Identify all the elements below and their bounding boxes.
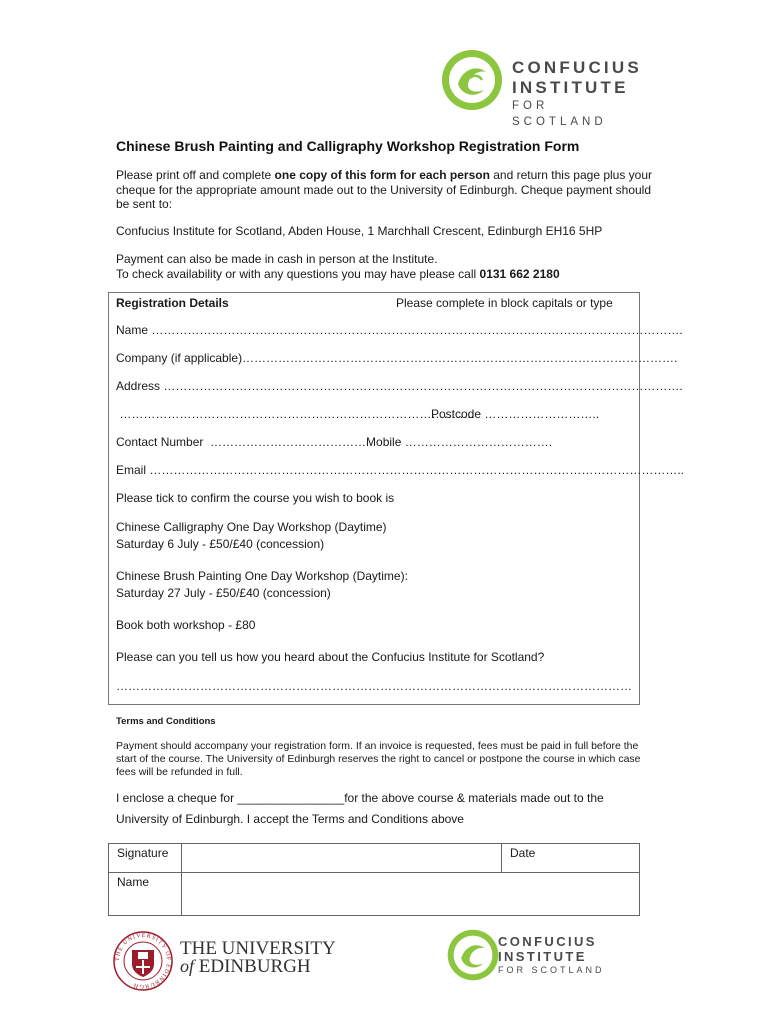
- heard-about-question: Please can you tell us how you heard about the Confucius Institute for Scotland?: [116, 650, 545, 664]
- postal-address: Confucius Institute for Scotland, Abden House, 1 Marchhall Crescent, Edinburgh EH16 5HP: [116, 224, 603, 238]
- tick-prompt: Please tick to confirm the course you wish to book is: [116, 491, 395, 505]
- cheque-statement: I enclose a cheque for ________________for the above course & materials made out to the University of Edinburgh. I accept the Terms and Conditions above: [116, 791, 604, 826]
- block-capitals-note: Please complete in block capitals or type: [396, 296, 613, 310]
- book-both-option[interactable]: Book both workshop - £80: [116, 618, 256, 632]
- ci-logo-line3: FOR SCOTLAND: [512, 100, 607, 128]
- uoe-line1: THE UNIVERSITY: [180, 938, 336, 959]
- address-field[interactable]: Address ………………………………………………………………………………………………………………….: [116, 379, 683, 393]
- intro-text-a: Please print off and complete: [116, 168, 275, 182]
- payment-info: [116, 252, 656, 281]
- phone-prompt: To check availability or with any questions you may have please call: [116, 266, 480, 281]
- uoe-line2: EDINBURGH: [198, 956, 311, 977]
- ci-footer-line2: INSTITUTE: [498, 949, 587, 964]
- ci-footer-line1: CONFUCIUS: [498, 934, 597, 949]
- page-title: Chinese Brush Painting and Calligraphy Workshop Registration Form: [116, 138, 580, 154]
- university-of-edinburgh-logo: [112, 930, 352, 994]
- signature-field[interactable]: [182, 844, 502, 873]
- date-field[interactable]: [502, 844, 640, 873]
- course-brush-painting-title[interactable]: Chinese Brush Painting One Day Workshop (Daytime):: [116, 569, 408, 583]
- ci-logo-line2: INSTITUTE: [512, 78, 629, 97]
- course-calligraphy-title[interactable]: Chinese Calligraphy One Day Workshop (Daytime): [116, 520, 387, 534]
- postcode-field[interactable]: Postcode ………………………..: [431, 407, 600, 421]
- ci-logo-line1: CONFUCIUS: [512, 58, 642, 77]
- date-label: Date: [510, 846, 536, 860]
- registration-heading: Registration Details: [116, 296, 229, 310]
- company-field[interactable]: Company (if applicable)……………………………………………………………………………………………….: [116, 351, 678, 365]
- intro-paragraph: [116, 168, 656, 212]
- heard-about-field[interactable]: …………………………………………………………………………………………………………………: [116, 679, 632, 693]
- terms-heading: Terms and Conditions: [116, 716, 216, 727]
- course-calligraphy-date: Saturday 6 July - £50/£40 (concession): [116, 537, 325, 551]
- contact-number-field[interactable]: Contact Number …………………………………Mobile ……………………………….: [116, 435, 553, 449]
- ci-footer-line3: FOR SCOTLAND: [498, 965, 605, 975]
- uoe-of: of: [180, 956, 195, 976]
- ci-footer-seal-icon: [446, 928, 500, 982]
- intro-text-b: and return this page plus your cheque for the appropriate amount made out to the University of Edinburgh. Cheque payment should be sent to:: [116, 168, 653, 211]
- terms-body: Payment should accompany your registration form. If an invoice is requested, fees must be paid in full before the start of the course. The University of Edinburgh reserves the right to cancel or postpone the course in which case fees will be refunded in full.: [116, 740, 641, 778]
- ci-seal-icon: [440, 48, 504, 112]
- signature-table: [108, 843, 640, 916]
- contact-phone-line: [116, 267, 656, 282]
- signature-label: Signature: [109, 844, 182, 873]
- course-brush-painting-date: Saturday 27 July - £50/£40 (concession): [116, 586, 331, 600]
- uoe-line2-wrap: [180, 956, 311, 978]
- name-label: Name: [109, 873, 182, 916]
- address-line2-field[interactable]: ……………………………………………………………………………..: [116, 407, 481, 421]
- intro-text-bold: one copy of this form for each person: [274, 168, 490, 182]
- confucius-institute-logo: [440, 48, 650, 128]
- phone-number: 0131 662 2180: [479, 266, 560, 281]
- email-field[interactable]: Email ……………………………………………………………………………………………………………………..: [116, 463, 685, 477]
- signature-name-field[interactable]: [182, 873, 640, 916]
- cash-payment-text: Payment can also be made in cash in person at the Institute.: [116, 252, 438, 266]
- uoe-crest-icon: [112, 930, 174, 992]
- uoe-seal-text: THE UNIVERSITY OF EDINBURGH: [114, 932, 172, 990]
- name-field[interactable]: Name …………………………………………………………………………………………………………………….: [116, 323, 683, 337]
- confucius-institute-footer-logo: [446, 928, 626, 984]
